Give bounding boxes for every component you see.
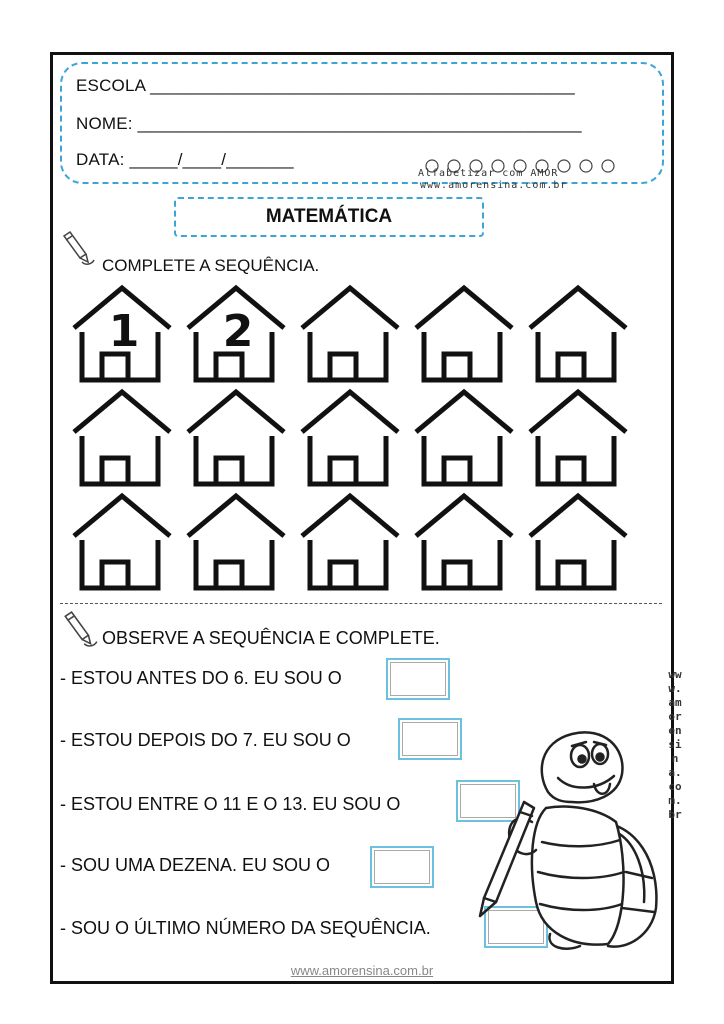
house [74, 288, 170, 380]
escola-field[interactable]: ESCOLA ____________________________________________ [76, 76, 575, 95]
instruction-complete: COMPLETE A SEQUÊNCIA. [102, 256, 320, 275]
house-number: 2 [222, 306, 254, 357]
instruction-observe: OBSERVE A SEQUÊNCIA E COMPLETE. [102, 628, 440, 648]
house [188, 288, 284, 380]
question-1: - ESTOU ANTES DO 6. EU SOU O [60, 668, 342, 688]
house [416, 288, 512, 380]
house [416, 392, 512, 484]
watermark-url: www.amorensina.com.br [420, 180, 568, 191]
question-2: - ESTOU DEPOIS DO 7. EU SOU O [60, 730, 351, 750]
watermark-logo-text: Alfabetizar com AMOR [418, 168, 559, 179]
answer-box-1[interactable] [386, 658, 450, 700]
house [530, 288, 626, 380]
page-title: MATEMÁTICA [174, 197, 484, 237]
house [188, 392, 284, 484]
house-number: 1 [108, 306, 140, 357]
house [530, 392, 626, 484]
question-3: - ESTOU ENTRE O 11 E O 13. EU SOU O [60, 794, 401, 814]
section-divider [60, 603, 662, 604]
side-watermark-url: www.amorensina.com.br [668, 668, 682, 821]
footer-url[interactable]: www.amorensina.com.br [290, 963, 434, 978]
house [302, 392, 398, 484]
pencil-icon [60, 610, 100, 650]
pencil-icon [60, 230, 96, 268]
house [74, 392, 170, 484]
house [530, 496, 626, 588]
turtle-illustration [476, 712, 666, 952]
house [302, 496, 398, 588]
house [302, 288, 398, 380]
house [416, 496, 512, 588]
house [188, 496, 284, 588]
data-field[interactable]: DATA: _____/____/_______ [76, 150, 294, 169]
nome-field[interactable]: NOME: ______________________________________________ [76, 114, 582, 133]
question-4: - SOU UMA DEZENA. EU SOU O [60, 855, 331, 875]
house [74, 496, 170, 588]
question-5: - SOU O ÚLTIMO NÚMERO DA SEQUÊNCIA. [60, 918, 431, 938]
houses-grid [66, 282, 646, 592]
answer-box-4[interactable] [370, 846, 434, 888]
answer-box-2[interactable] [398, 718, 462, 760]
